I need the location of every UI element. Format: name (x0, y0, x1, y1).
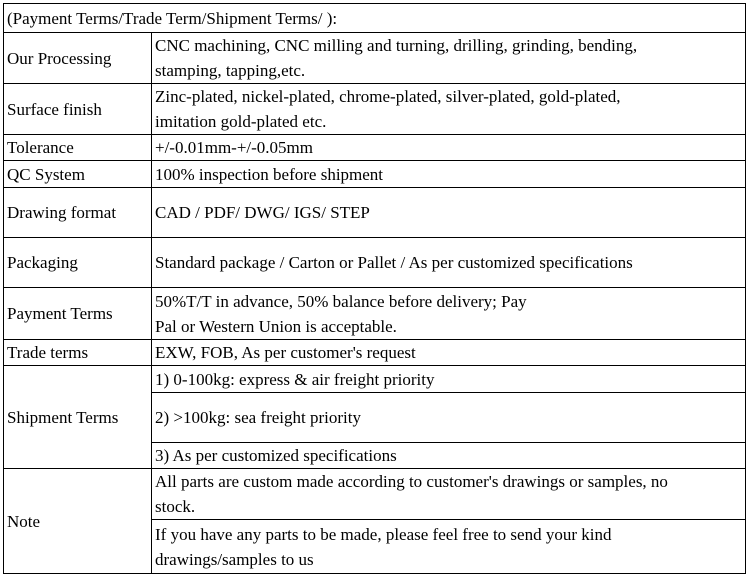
row-label: Surface finish (4, 84, 152, 135)
row-label: Tolerance (4, 135, 152, 161)
row-value (152, 84, 746, 135)
row-value: 1) 0-100kg: express & air freight priority (152, 366, 746, 393)
row-label: Note (4, 469, 152, 574)
row-tolerance (4, 135, 746, 161)
row-drawing-format (4, 188, 746, 238)
row-shipment-1 (4, 366, 746, 393)
row-value: +/-0.01mm-+/-0.05mm (152, 135, 746, 161)
terms-sheet (3, 3, 745, 569)
row-label: Trade terms (4, 340, 152, 366)
value-line: 50%T/T in advance, 50% balance before delivery; Pay (155, 291, 527, 311)
value-line: imitation gold-plated etc. (155, 112, 327, 131)
table-header: (Payment Terms/Trade Term/Shipment Terms/ ): (4, 4, 746, 33)
value-line: CNC machining, CNC milling and turning, drilling, grinding, bending, (155, 36, 638, 55)
value-line: Zinc-plated, nickel-plated, chrome-plated, silver-plated, gold-plated, (155, 87, 621, 106)
row-label: Payment Terms (4, 288, 152, 340)
row-value: 100% inspection before shipment (152, 161, 746, 188)
row-value: 2) >100kg: sea freight priority (152, 393, 746, 443)
row-label: Shipment Terms (4, 366, 152, 469)
terms-table (3, 3, 746, 574)
row-label: Our Processing (4, 33, 152, 84)
row-value (152, 33, 746, 84)
value-line: stamping, tapping,etc. (155, 61, 306, 80)
row-value: CAD / PDF/ DWG/ IGS/ STEP (152, 188, 746, 238)
row-value (152, 520, 746, 574)
table-header-row (4, 4, 746, 33)
row-label: QC System (4, 161, 152, 188)
row-value: Standard package / Carton or Pallet / As per customized specifications (152, 238, 746, 288)
row-packaging (4, 238, 746, 288)
row-note-1 (4, 469, 746, 520)
row-label: Drawing format (4, 188, 152, 238)
value-line: All parts are custom made according to customer's drawings or samples, no (155, 472, 668, 491)
value-line: drawings/samples to us (155, 549, 314, 569)
value-line: Pal or Western Union is acceptable. (155, 316, 397, 336)
row-value (152, 288, 746, 340)
row-qc-system (4, 161, 746, 188)
row-payment-terms (4, 288, 746, 340)
row-value: EXW, FOB, As per customer's request (152, 340, 746, 366)
row-trade-terms (4, 340, 746, 366)
value-line: stock. (155, 497, 196, 516)
row-label: Packaging (4, 238, 152, 288)
row-surface-finish (4, 84, 746, 135)
value-line: If you have any parts to be made, please feel free to send your kind (155, 524, 612, 544)
row-our-processing (4, 33, 746, 84)
row-value: 3) As per customized specifications (152, 443, 746, 469)
row-value (152, 469, 746, 520)
